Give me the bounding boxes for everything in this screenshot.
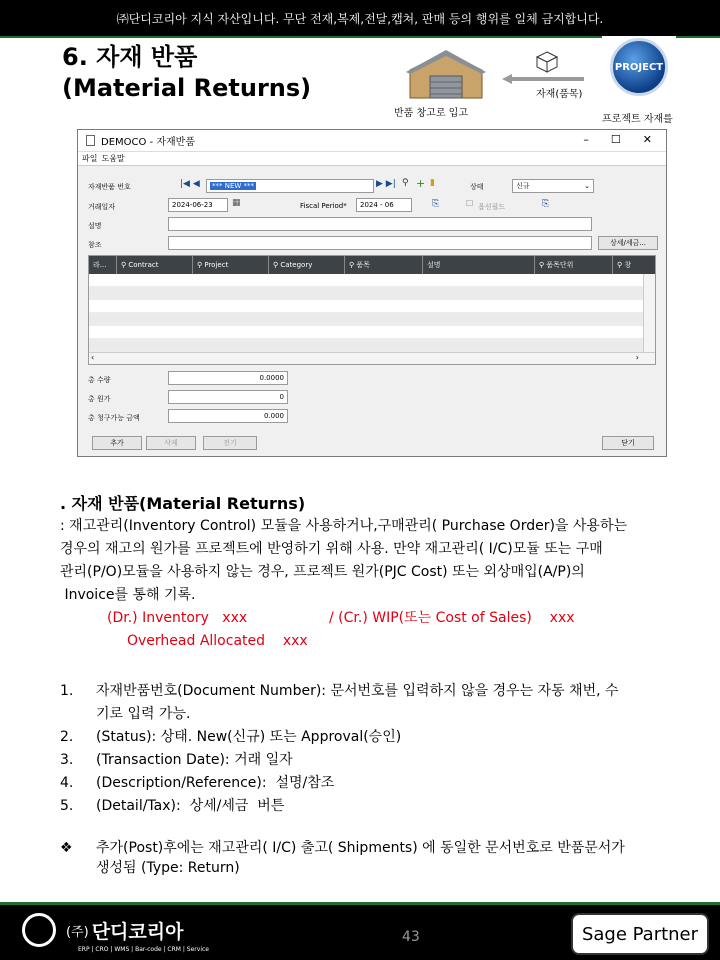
maximize-button[interactable]: ☐ — [610, 133, 621, 146]
total-billable-label: 총 청구가능 금액 — [88, 414, 140, 422]
date-label: 거래일자 — [88, 203, 116, 211]
explanation — [60, 492, 700, 653]
list-number: 5. — [60, 798, 74, 814]
doc-number-input[interactable] — [206, 179, 374, 193]
status-label: 상태 — [470, 183, 484, 191]
total-cost-label: 총 원가 — [88, 395, 111, 403]
table-row[interactable] — [89, 300, 655, 313]
total-qty-label: 총 수량 — [88, 376, 111, 384]
post-note — [60, 838, 700, 878]
box-icon — [535, 50, 559, 74]
delete-button[interactable]: 삭제 — [146, 436, 196, 450]
col-item[interactable]: ⚲ 품목 — [345, 256, 423, 274]
sage-partner-logo — [571, 913, 709, 955]
company-prefix: (주) — [66, 924, 89, 940]
list-item — [60, 795, 700, 818]
material-returns-window — [77, 129, 667, 457]
col-item-label: 품목 — [356, 261, 370, 269]
ref-label: 참조 — [88, 241, 102, 249]
project-logo — [602, 36, 676, 102]
col-line[interactable]: 라... — [89, 256, 117, 274]
new-record-icon[interactable]: + — [416, 177, 426, 190]
col-category-label: Category — [280, 261, 313, 269]
fiscal-label: Fiscal Period* — [300, 202, 347, 210]
diamond-bullet-icon: ❖ — [60, 840, 73, 856]
vertical-scrollbar[interactable] — [643, 274, 655, 353]
scroll-left-icon[interactable]: ‹ — [91, 353, 95, 362]
option-lookup-icon[interactable]: ⎘ — [542, 199, 550, 209]
minimize-button[interactable]: – — [583, 133, 589, 146]
list-text: (Transaction Date): 거래 일자 — [96, 752, 293, 768]
partner-text: Sage Partner — [581, 923, 699, 945]
col-contract-label: Contract — [128, 261, 159, 269]
list-item — [60, 680, 700, 726]
title-line-2: (Material Returns) — [62, 74, 312, 102]
list-number: 2. — [60, 729, 74, 745]
company-name: 단디코리아 — [91, 920, 184, 943]
nav-first-prev-icon[interactable]: |◀ ◀ — [180, 179, 200, 189]
total-cost-value: 0 — [279, 393, 284, 401]
total-qty-value: 0.0000 — [259, 374, 284, 382]
calendar-icon[interactable]: ▦ — [232, 198, 241, 208]
option-label: 옵션필드 — [478, 203, 506, 211]
company-logo-icon — [22, 913, 56, 947]
status-select[interactable] — [512, 179, 594, 193]
copyright-notice: ㈜단디코리아 지식 자산입니다. 무단 전재,복제,전달,캡쳐, 판매 등의 행위를 일체 금지합니다. — [116, 11, 604, 26]
note-line-2: 생성됨 (Type: Return) — [96, 860, 240, 876]
doc-number-value: *** NEW *** — [212, 182, 255, 190]
paragraph-line: Invoice를 통해 기록. — [60, 587, 196, 603]
table-row[interactable] — [89, 339, 655, 352]
warehouse-icon — [404, 48, 488, 102]
list-item — [60, 726, 700, 749]
fiscal-lookup-icon[interactable]: ⎘ — [432, 199, 440, 209]
document-icon — [86, 135, 95, 146]
total-qty-field — [168, 371, 288, 385]
chevron-down-icon: ⌄ — [584, 182, 590, 190]
col-project[interactable]: ⚲ Project — [193, 256, 269, 274]
section-heading: . 자재 반품(Material Returns) — [60, 494, 306, 513]
col-description[interactable]: 설명 — [423, 256, 535, 274]
page-number: 43 — [402, 929, 420, 945]
list-text: (Status): 상태. New(신규) 또는 Approval(승인) — [96, 729, 402, 745]
col-category[interactable]: ⚲ Category — [269, 256, 345, 274]
project-gear-icon — [610, 38, 668, 96]
date-value: 2024-06-23 — [172, 201, 213, 209]
menu-file[interactable]: 파일 — [82, 154, 98, 163]
list-number: 4. — [60, 775, 74, 791]
table-row[interactable] — [89, 313, 655, 326]
fiscal-value: 2024 - 06 — [360, 201, 394, 209]
company-logo — [22, 913, 209, 953]
total-billable-value: 0.000 — [263, 412, 284, 420]
journal-credit: / (Cr.) WIP(또는 Cost of Sales) xxx — [329, 610, 575, 626]
footer — [0, 902, 720, 960]
page-title — [62, 42, 311, 104]
option-checkbox[interactable]: ☐ — [466, 199, 474, 208]
note-icon[interactable]: ▮ — [430, 178, 435, 188]
company-tagline: ERP | CRO | WMS | Bar-code | CRM | Service — [78, 946, 209, 953]
material-caption: 자재(품목) — [536, 89, 583, 100]
list-item — [60, 749, 700, 772]
flow-diagram — [390, 36, 720, 128]
field-list — [60, 680, 700, 818]
arrow-left-icon — [502, 74, 584, 84]
col-location[interactable]: ⚲ 창 — [617, 261, 632, 269]
nav-next-last-icon[interactable]: ▶ ▶| — [376, 179, 396, 189]
post-button[interactable]: 전기 — [203, 436, 257, 450]
list-number: 1. — [60, 683, 74, 699]
window-title: DEMOCO - 자재반품 — [101, 137, 195, 148]
menu-help[interactable]: 도움말 — [101, 154, 125, 163]
close-window-button[interactable]: ✕ — [642, 133, 652, 146]
journal-overhead: Overhead Allocated xxx — [127, 633, 308, 649]
desc-label: 설명 — [88, 222, 102, 230]
doc-number-label: 자재반품 번호 — [88, 183, 131, 191]
detail-grid — [88, 255, 656, 365]
col-unit-label: 품목단위 — [546, 261, 574, 269]
window-titlebar — [78, 130, 666, 152]
status-value: 신규 — [516, 182, 530, 190]
col-contract[interactable]: ⚲ Contract — [117, 256, 193, 274]
close-button[interactable]: 닫기 — [602, 436, 654, 450]
detail-tax-button[interactable]: 상세/세금... — [598, 236, 658, 250]
col-project-label: Project — [204, 261, 229, 269]
list-text-cont: 기로 입력 가능. — [96, 706, 191, 722]
ref-input[interactable] — [168, 236, 592, 250]
journal-debit: (Dr.) Inventory xxx — [107, 610, 248, 626]
paragraph-line: 경우의 재고의 원가를 프로젝트에 반영하기 위해 사용. 만약 재고관리( I/C)모듈 또는 구매 — [60, 541, 603, 557]
scroll-right-icon[interactable]: › — [635, 353, 639, 362]
total-billable-field — [168, 409, 288, 423]
warehouse-caption: 반품 창고로 입고 — [394, 108, 468, 119]
horizontal-scrollbar[interactable] — [89, 352, 655, 364]
paragraph-line: : 재고관리(Inventory Control) 모듈을 사용하거나,구매관리( Purchase Order)을 사용하는 — [60, 518, 628, 534]
list-number: 3. — [60, 752, 74, 768]
title-line-1: 6. 자재 반품 — [62, 43, 198, 71]
journal-entry — [60, 607, 700, 630]
copyright-banner — [0, 0, 720, 38]
finder-icon[interactable]: ⚲ — [402, 178, 409, 188]
note-line-1: 추가(Post)후에는 재고관리( I/C) 출고( Shipments) 에 동일한 문서번호로 반품문서가 — [96, 840, 625, 856]
grid-header — [89, 256, 655, 274]
list-text: (Detail/Tax): 상세/세금 버튼 — [96, 798, 285, 814]
project-caption: 프로젝트 자재를 — [602, 114, 673, 125]
col-location-label: 창 — [624, 261, 632, 269]
paragraph-line: 관리(P/O)모듈을 사용하지 않는 경우, 프로젝트 원가(PJC Cost) 또는 외상매입(A/P)의 — [60, 564, 585, 580]
date-input[interactable] — [168, 198, 228, 212]
fiscal-input[interactable] — [356, 198, 412, 212]
total-cost-field — [168, 390, 288, 404]
project-logo-text: PROJECT — [614, 61, 664, 73]
col-unit[interactable]: ⚲ 품목단위 — [535, 256, 613, 274]
list-text: 자재반품번호(Document Number): 문서번호를 입력하지 않을 경우는 자동 채번, 수 — [96, 683, 619, 699]
menu-bar — [78, 152, 666, 166]
table-row[interactable] — [89, 326, 655, 339]
table-row[interactable] — [89, 274, 655, 287]
add-button[interactable]: 추가 — [92, 436, 142, 450]
table-row[interactable] — [89, 287, 655, 300]
desc-input[interactable] — [168, 217, 592, 231]
list-item — [60, 772, 700, 795]
list-text: (Description/Reference): 설명/참조 — [96, 775, 335, 791]
